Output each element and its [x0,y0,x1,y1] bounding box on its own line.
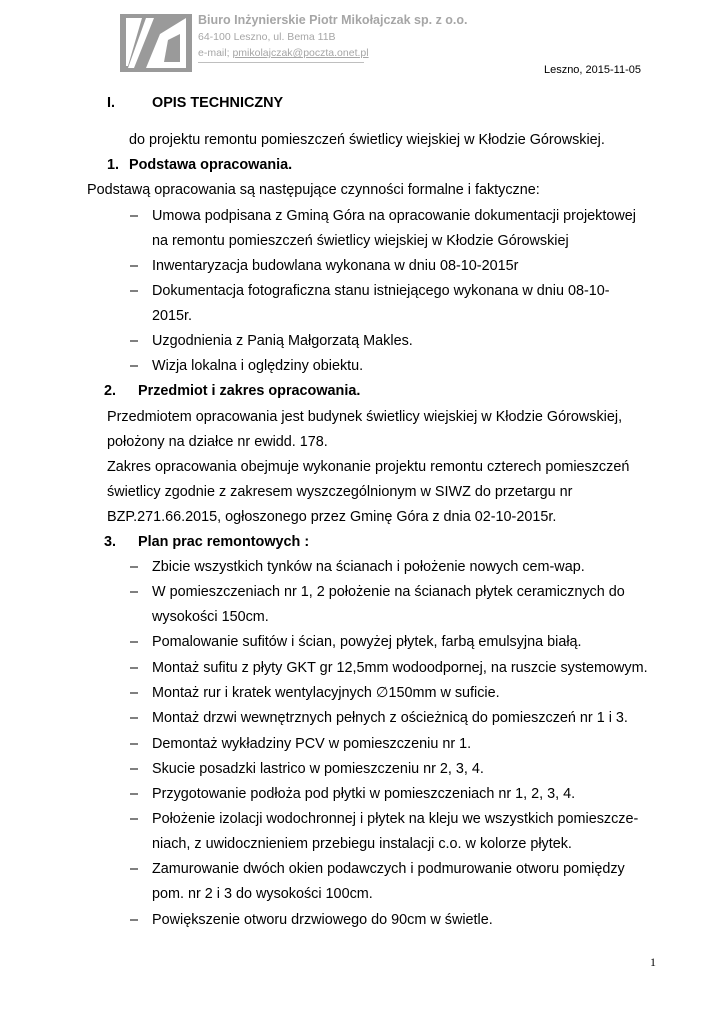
company-logo [120,14,192,72]
list-item: W pomieszczeniach nr 1, 2 położenie na ścianach płytek ceramicznych do [152,584,625,600]
list-item: Powiększenie otworu drzwiowego do 90cm w świetle. [152,912,493,928]
list-item: Wizja lokalna i oględziny obiektu. [152,358,364,374]
list-item: Skucie posadzki lastrico w pomieszczeniu nr 2, 3, 4. [152,761,484,777]
list-item-continuation: wysokości 150cm. [152,609,269,625]
section1-intro: Podstawą opracowania są następujące czynności formalne i faktyczne: [87,182,540,198]
section2-line: Przedmiotem opracowania jest budynek świetlicy wiejskiej w Kłodzie Górowskiej, [107,409,623,425]
bullet-dash: – [130,358,139,374]
document-subtitle: do projektu remontu pomieszczeń świetlicy wiejskiej w Kłodzie Górowskiej. [129,132,605,148]
bullet-dash: – [130,710,139,726]
bullet-dash: – [130,912,139,928]
document-date: Leszno, 2015-11-05 [543,64,641,76]
list-item: Montaż drzwi wewnętrznych pełnych z ościeżnicą do pomieszczeń nr 1 i 3. [152,710,628,726]
header-divider [198,62,364,63]
list-item-continuation: niach, z uwidocznieniem przebiegu instalacji c.o. w kolorze płytek. [152,836,572,852]
list-item-continuation: pom. nr 2 i 3 do wysokości 100cm. [152,886,373,902]
company-address: 64-100 Leszno, ul. Bema 11B [198,31,336,43]
company-name: Biuro Inżynierskie Piotr Mikołajczak sp. z o.o. [198,13,468,27]
email-link[interactable]: pmikolajczak@poczta.onet.pl [232,47,369,59]
bullet-dash: – [130,811,139,827]
section1-title: Podstawa opracowania. [129,157,293,173]
section3-number: 3. [104,534,117,550]
section2-line: świetlicy zgodnie z zakresem wyszczególnionym w SIWZ do przetargu nr [107,484,573,500]
list-item: Położenie izolacji wodochronnej i płytek na kleju we wszystkich pomieszcze- [152,811,639,827]
company-email [198,47,369,59]
bullet-dash: – [130,861,139,877]
list-item: Uzgodnienia z Panią Małgorzatą Makles. [152,333,413,349]
bullet-dash: – [130,283,139,299]
list-item: Umowa podpisana z Gminą Góra na opracowanie dokumentacji projektowej [152,208,636,224]
bullet-dash: – [130,258,139,274]
list-item: Montaż sufitu z płyty GKT gr 12,5mm wodoodpornej, na ruszcie systemowym. [152,660,648,676]
list-item: Montaż rur i kratek wentylacyjnych ∅150mm w suficie. [152,685,500,701]
bullet-dash: – [130,208,139,224]
list-item-continuation: na remontu pomieszczeń świetlicy wiejskiej w Kłodzie Górowskiej [152,233,569,249]
list-item: Demontaż wykładziny PCV w pomieszczeniu nr 1. [152,736,472,752]
bullet-dash: – [130,584,139,600]
section-numeral: I. [107,95,115,111]
bullet-dash: – [130,685,139,701]
bullet-dash: – [130,761,139,777]
list-item: Dokumentacja fotograficzna stanu istniejącego wykonana w dniu 08-10- [152,283,610,299]
section2-number: 2. [104,383,117,399]
bullet-dash: – [130,660,139,676]
bullet-dash: – [130,333,139,349]
section2-line: BZP.271.66.2015, ogłoszonego przez Gminę Góra z dnia 02-10-2015r. [107,509,557,525]
section2-line: położony na działce nr ewidd. 178. [107,434,328,450]
document-title: OPIS TECHNICZNY [152,95,284,111]
list-item: Zbicie wszystkich tynków na ścianach i położenie nowych cem-wap. [152,559,585,575]
section3-title: Plan prac remontowych : [138,534,310,550]
list-item: Przygotowanie podłoża pod płytki w pomieszczeniach nr 1, 2, 3, 4. [152,786,576,802]
list-item: Pomalowanie sufitów i ścian, powyżej płytek, farbą emulsyjna białą. [152,634,582,650]
section2-title: Przedmiot i zakres opracowania. [138,383,361,399]
bullet-dash: – [130,786,139,802]
bullet-dash: – [130,634,139,650]
bullet-dash: – [130,736,139,752]
email-label: e-mail; [198,47,233,59]
section2-line: Zakres opracowania obejmuje wykonanie projektu remontu czterech pomieszczeń [107,459,630,475]
bullet-dash: – [130,559,139,575]
list-item-continuation: 2015r. [152,308,193,324]
section1-number: 1. [107,157,120,173]
page-number: 1 [650,955,656,969]
list-item: Zamurowanie dwóch okien podawczych i podmurowanie otworu pomiędzy [152,861,625,877]
list-item: Inwentaryzacja budowlana wykonana w dniu 08-10-2015r [152,258,519,274]
